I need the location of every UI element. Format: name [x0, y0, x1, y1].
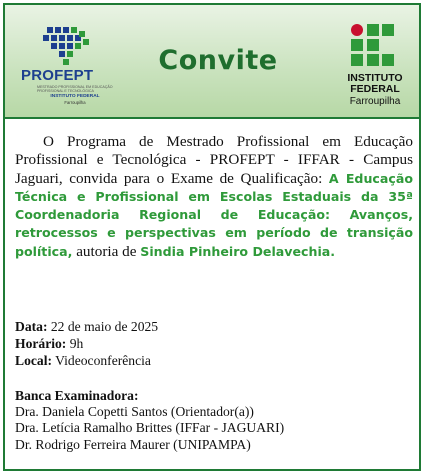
if-grid-icon [349, 23, 401, 71]
date-label: Data: [15, 319, 48, 334]
page-title: Convite [158, 45, 278, 76]
profept-logo [19, 25, 129, 105]
committee-member: Dra. Letícia Ramalho Brittes (IFFar - JAGUARI) [15, 420, 285, 436]
place-label: Local: [15, 353, 52, 368]
brazil-map-icon [43, 25, 93, 67]
date-row [15, 318, 413, 335]
place-row [15, 352, 413, 369]
time-row [15, 335, 413, 352]
event-details [15, 318, 413, 369]
time-label: Horário: [15, 336, 67, 351]
profept-institute: INSTITUTO FEDERAL [50, 94, 100, 99]
place-value: Videoconferência [52, 353, 151, 368]
invitation-intro: O Programa de Mestrado Profissional em Educação Profissional e Tecnológica - PROFEPT - IFFAR - Campus Jaguari, convida para o Exame de Qualificação: [15, 133, 413, 187]
date-value: 22 de maio de 2025 [47, 319, 159, 334]
committee-heading: Banca Examinadora: [15, 388, 139, 403]
author-name: Sindia Pinheiro Delavechia. [140, 243, 336, 259]
header-banner [5, 5, 419, 119]
profept-subtitle: MESTRADO PROFISSIONAL EM EDUCAÇÃO PROFISSIONAL E TECNOLÓGICA [37, 85, 113, 94]
profept-campus: Farroupilha [64, 100, 86, 105]
profept-wordmark: PROFEPT [21, 67, 94, 84]
committee-section [15, 388, 413, 453]
committee-member: Dr. Rodrigo Ferreira Maurer (UNIPAMPA) [15, 436, 251, 452]
invitation-paragraph [15, 133, 413, 261]
time-value: 9h [66, 336, 84, 351]
thesis-title: A Educação Técnica e Profissional em Escolas Estaduais da 35ª Coordenadoria Regional de Educação: Avanços, retrocessos e perspectivas em período de transição política, [15, 170, 413, 259]
iffar-logo [333, 23, 417, 111]
invitation-card [3, 3, 421, 471]
if-campus: Farroupilha [349, 96, 401, 107]
if-name: INSTITUTO FEDERAL [347, 72, 403, 95]
committee-member: Dra. Daniela Copetti Santos (Orientador(a)) [15, 404, 254, 420]
author-prefix: autoria de [72, 242, 141, 260]
